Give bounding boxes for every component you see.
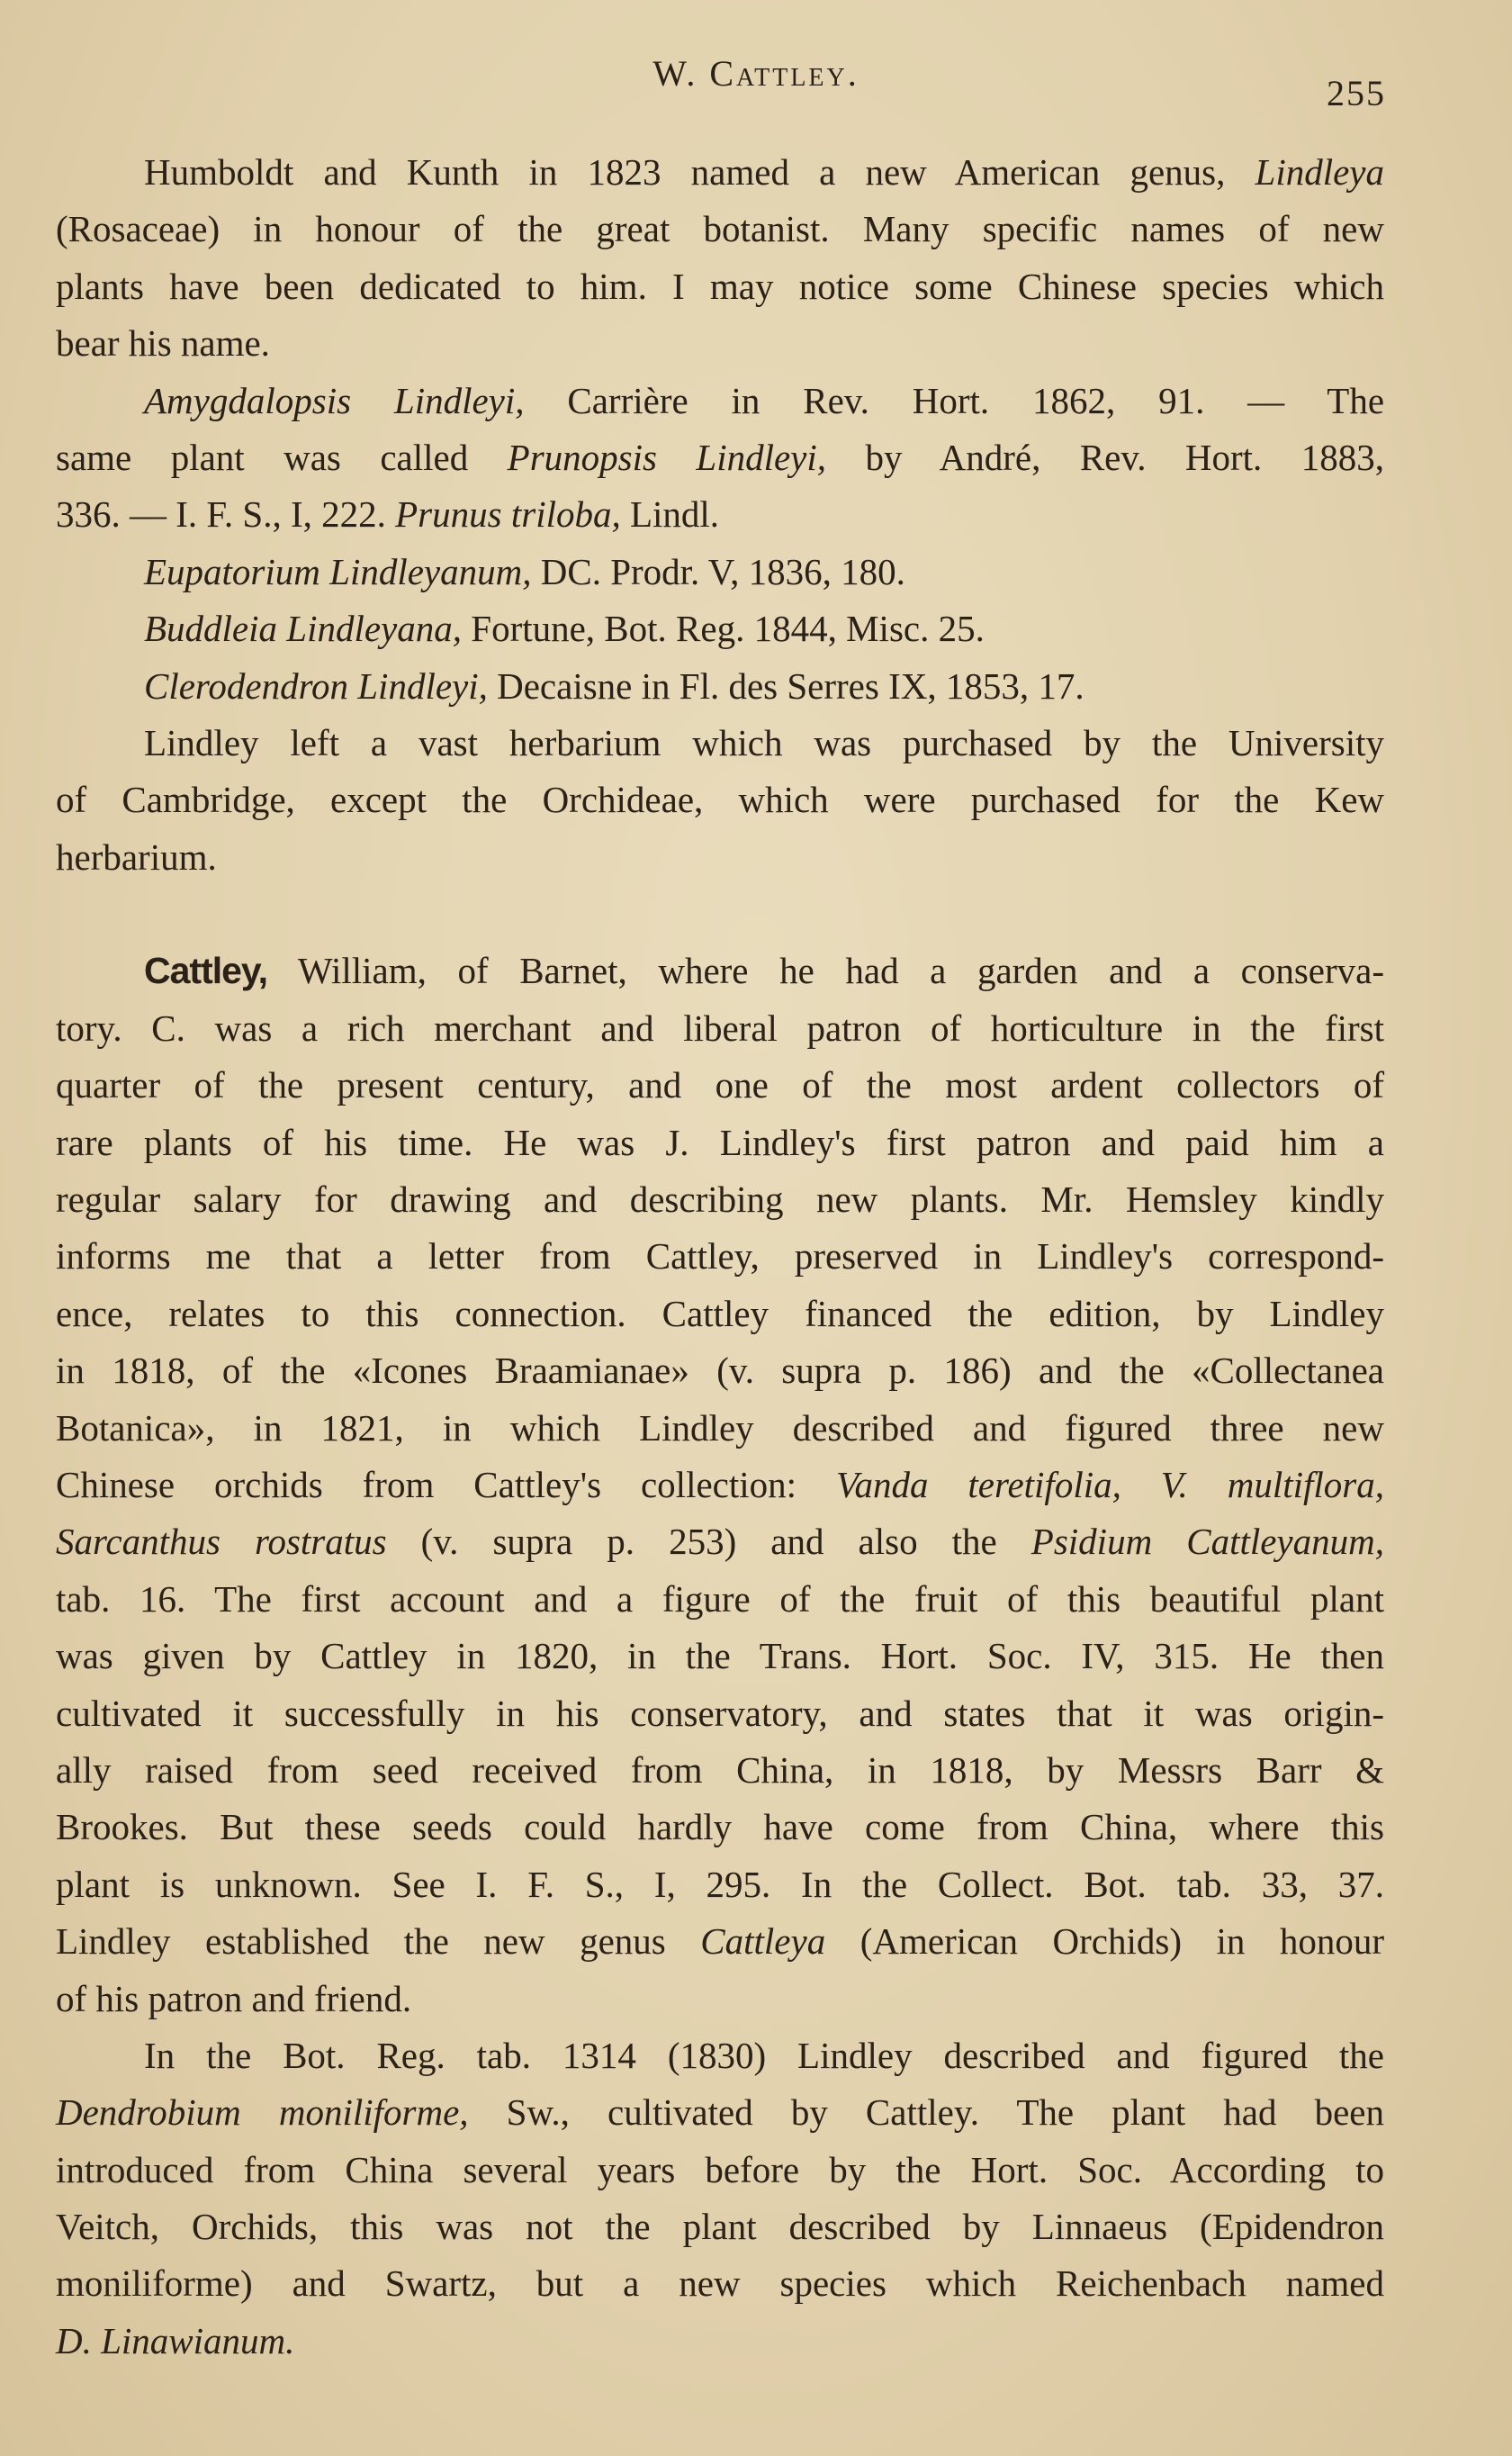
species-name: Eupatorium Lindleyanum, (144, 550, 532, 592)
species-name: Prunopsis Lindleyi, (507, 436, 827, 478)
text-segment: Carrière in Rev. Hort. 1862, 91. — The (567, 379, 1385, 421)
text-segment: Fortune, Bot. Reg. 1844, Misc. 25. (471, 608, 985, 650)
text-line: Lindley left a vast herbarium which was purchased by the University (144, 721, 1384, 763)
text-line: was given by Cattley in 1820, in the Trans. Hort. Soc. IV, 315. He then (56, 1635, 1384, 1677)
text-line: moniliforme) and Swartz, but a new species which Reichenbach named (56, 2262, 1384, 2305)
running-head (0, 52, 1512, 95)
species-name: Clerodendron Lindleyi, (144, 664, 488, 707)
species-name: Sarcanthus rostratus (56, 1521, 387, 1563)
text-line: informs me that a letter from Cattley, preserved in Lindley's correspond- (56, 1235, 1384, 1278)
text-segment: Sw., cultivated by Cattley. The plant had been (506, 2091, 1384, 2134)
text-line (56, 2313, 1384, 2370)
text-line (56, 1913, 1384, 1970)
text-line: ally raised from seed received from China, in 1818, by Messrs Barr & (56, 1748, 1384, 1791)
text-segment: Chinese orchids from Cattley's collection: (56, 1463, 797, 1505)
text-segment: Decaisne in Fl. des Serres IX, 1853, 17. (497, 664, 1084, 707)
text-line (56, 486, 1384, 543)
entry-heading: Cattley, (144, 950, 268, 992)
text-line (56, 429, 1384, 486)
text-line: In the Bot. Reg. tab. 1314 (1830) Lindley described and figured the (144, 2034, 1384, 2076)
species-name: D. Linawianum. (56, 2319, 295, 2361)
text-line: of his patron and friend. (56, 1977, 412, 2019)
text-line (56, 2084, 1384, 2141)
species-name: Vanda teretifolia, V. multiflora, (835, 1463, 1384, 1505)
text-line: bear his name. (56, 322, 270, 365)
text-segment: 336. — I. F. S., I, 222. (56, 493, 386, 536)
genus-name: Lindleya (1255, 151, 1384, 193)
body-text (56, 144, 1384, 2370)
text-segment: same plant was called (56, 436, 469, 478)
text-line: ence, relates to this connection. Cattley financed the edition, by Lindley (56, 1292, 1384, 1334)
text-line: Veitch, Orchids, this was not the plant described by Linnaeus (Epidendron (56, 2206, 1384, 2248)
text-line: plant is unknown. See I. F. S., I, 295. In the Collect. Bot. tab. 33, 37. (56, 1863, 1384, 1905)
text-segment: Lindley established the new genus (56, 1920, 666, 1963)
text-line: Botanica», in 1821, in which Lindley described and figured three new (56, 1406, 1384, 1449)
text-segment: DC. Prodr. V, 1836, 180. (540, 550, 905, 592)
text-line: regular salary for drawing and describing new plants. Mr. Hemsley kindly (56, 1178, 1384, 1221)
genus-name: Cattleya (700, 1920, 826, 1963)
text-line: quarter of the present century, and one of the most ardent collectors of (56, 1064, 1384, 1106)
text-segment: (v. supra p. 253) and also the (420, 1521, 997, 1563)
species-name: Buddleia Lindleyana, (144, 608, 463, 650)
page-number: 255 (1327, 73, 1386, 113)
species-entry (56, 544, 1384, 600)
species-name: Dendrobium moniliforme, (56, 2091, 469, 2134)
text-line: in 1818, of the «Icones Braamianae» (v. supra p. 186) and the «Collectanea (56, 1350, 1384, 1392)
species-entry (56, 658, 1384, 715)
spacer (56, 886, 1384, 943)
text-line: introduced from China several years before by the Hort. Soc. According to (56, 2148, 1384, 2190)
species-entry (56, 600, 1384, 657)
text-line (56, 1457, 1384, 1513)
text-line: Brookes. But these seeds could hardly have come from China, where this (56, 1806, 1384, 1848)
text-line: tab. 16. The first account and a figure of the fruit of this beautiful plant (56, 1577, 1384, 1620)
text-line (56, 144, 1384, 201)
entry-first-line (56, 943, 1384, 999)
species-name: Prunus triloba, (395, 493, 621, 536)
species-name: Amygdalopsis Lindleyi, (144, 379, 525, 421)
text-line: plants have been dedicated to him. I may notice some Chinese species which (56, 265, 1384, 307)
text-line: herbarium. (56, 835, 217, 878)
text-line: tory. C. was a rich merchant and liberal patron of horticulture in the first (56, 1007, 1384, 1049)
text-segment: William, of Barnet, where he had a garden and a conserva- (297, 950, 1385, 992)
text-line: of Cambridge, except the Orchideae, which were purchased for the Kew (56, 779, 1384, 821)
text-segment: by André, Rev. Hort. 1883, (865, 436, 1384, 478)
text-line: cultivated it successfully in his conservatory, and states that it was origin- (56, 1692, 1384, 1734)
text-line (56, 1513, 1384, 1570)
text-line: rare plants of his time. He was J. Lindley's first patron and paid him a (56, 1121, 1384, 1163)
text-segment: Lindl. (629, 493, 720, 536)
text-segment: (American Orchids) in honour (860, 1920, 1385, 1963)
text-line: (Rosaceae) in honour of the great botanist. Many specific names of new (56, 208, 1384, 250)
species-name: Psidium Cattleyanum, (1030, 1521, 1384, 1563)
text-segment: Humboldt and Kunth in 1823 named a new American genus, (144, 151, 1226, 193)
species-entry (56, 373, 1384, 429)
running-title: W. Cattley. (652, 53, 860, 94)
